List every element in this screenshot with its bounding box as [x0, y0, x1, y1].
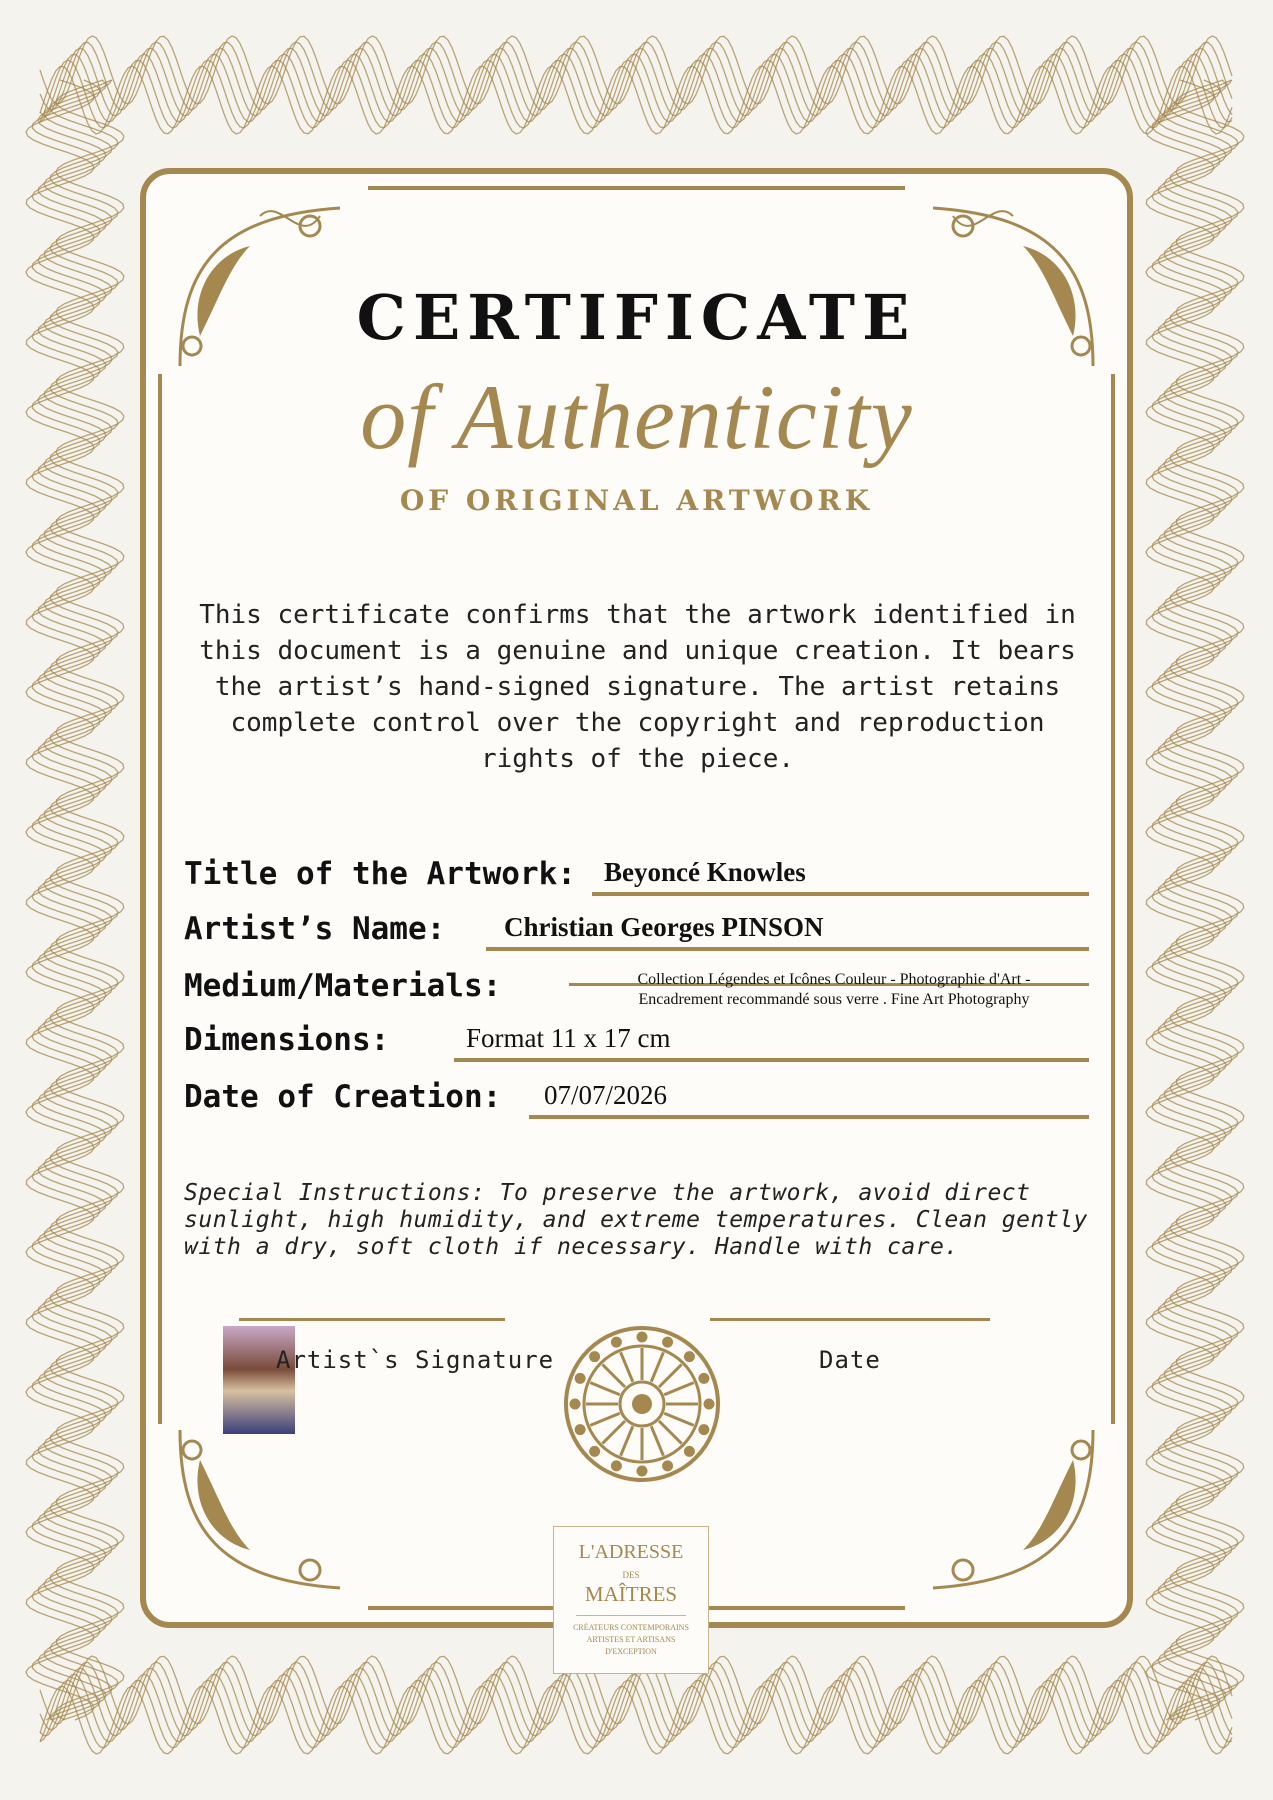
logo-line5: ARTISTES ET ARTISANS: [586, 1635, 676, 1644]
seal-dot: [591, 1447, 599, 1455]
seal-ray: [590, 1383, 620, 1395]
field-dimensions-line: [454, 1058, 1089, 1062]
certificate-tagline: OF ORIGINAL ARTWORK: [399, 484, 874, 517]
field-medium-value-line1: Collection Légendes et Icônes Couleur - Photographie d'Art -: [637, 971, 1031, 988]
guilloche-wave: [40, 60, 1232, 128]
seal-ray: [590, 1413, 620, 1425]
seal-emblem: [562, 1324, 722, 1484]
seal-dot: [576, 1426, 584, 1434]
field-artist-value: Christian Georges PINSON: [504, 912, 824, 942]
ornament-bottom-left: [160, 1420, 350, 1610]
seal-ray: [664, 1413, 694, 1425]
seal-dot: [591, 1353, 599, 1361]
field-title-value: Beyoncé Knowles: [604, 857, 806, 887]
field-title: [184, 846, 1089, 896]
seal-ray: [621, 1426, 633, 1456]
field-medium-value: [564, 970, 1104, 1010]
seal-dot: [638, 1333, 646, 1341]
certificate-subtitle: of Authenticity: [360, 366, 913, 468]
field-date-value: 07/07/2026: [544, 1080, 668, 1110]
seal-dot: [700, 1374, 708, 1382]
field-medium-label: Medium/Materials:: [184, 968, 502, 1004]
field-artist-line: [486, 947, 1089, 951]
logo-line1: L'ADRESSE: [578, 1541, 684, 1563]
certificate-panel: [140, 168, 1133, 1628]
field-title-label: Title of the Artwork:: [184, 856, 576, 892]
seal-dot: [685, 1353, 693, 1361]
date-signature-line: [710, 1318, 990, 1321]
intro-paragraph: This certificate confirms that the artwork identified in this document is a genuine and unique creation. It bears the artist’s hand-signed signature. The artist retains complete control over the copyright and reproduction rights of the piece.: [199, 600, 1076, 774]
certificate-title: CERTIFICATE: [356, 281, 917, 354]
field-artist-label: Artist’s Name:: [184, 911, 446, 947]
field-artist: [184, 901, 1089, 951]
right-rule: [1111, 374, 1115, 1424]
field-medium: [184, 958, 1089, 1008]
seal-ray: [651, 1426, 663, 1456]
seal-ray: [602, 1421, 625, 1444]
seal-dot: [700, 1426, 708, 1434]
seal-dot: [571, 1400, 579, 1408]
guilloche-wave: [44, 80, 112, 1720]
field-date-line: [529, 1115, 1089, 1119]
seal-dot: [576, 1374, 584, 1382]
artwork-thumbnail: [223, 1326, 295, 1434]
seal-ray: [651, 1352, 663, 1382]
seal-dot: [612, 1462, 620, 1470]
logo-separator: [576, 1615, 686, 1616]
seal-dot: [664, 1462, 672, 1470]
seal-dot: [685, 1447, 693, 1455]
seal-ray: [621, 1352, 633, 1382]
guilloche-wave: [1164, 80, 1232, 1720]
logo-line2: DES: [622, 1570, 640, 1580]
seal-dot: [638, 1467, 646, 1475]
field-dimensions: [184, 1012, 1089, 1062]
ornament-bottom-right: [923, 1420, 1113, 1610]
special-instructions: Special Instructions: To preserve the artwork, avoid direct sunlight, high humidity, and extreme temperatures. Clean gently with a dry, soft cloth if necessary. Handle with care.: [184, 1180, 1088, 1260]
artist-signature-label: Artist`s Signature: [276, 1346, 555, 1374]
field-date: [184, 1069, 1089, 1119]
logo-line3: MAÎTRES: [584, 1582, 678, 1606]
guilloche-wave: [40, 1680, 1232, 1748]
left-rule: [158, 374, 162, 1424]
logo-line6: D'EXCEPTION: [605, 1647, 657, 1656]
seal-ray: [602, 1364, 625, 1387]
seal-ray: [659, 1364, 682, 1387]
seal-dot: [664, 1338, 672, 1346]
date-label: Date: [819, 1346, 881, 1374]
seal-ray: [664, 1383, 694, 1395]
field-dimensions-label: Dimensions:: [184, 1022, 390, 1058]
top-rule: [368, 186, 905, 190]
field-dimensions-value: Format 11 x 17 cm: [466, 1023, 671, 1053]
artist-signature-line: [239, 1318, 505, 1321]
field-date-label: Date of Creation:: [184, 1079, 502, 1115]
seal-dot: [705, 1400, 713, 1408]
field-medium-value-line2: Encadrement recommandé sous verre . Fine Art Photography: [638, 991, 1030, 1008]
seal-ray: [659, 1421, 682, 1444]
seal-dot: [612, 1338, 620, 1346]
logo-line4: CRÉATEURS CONTEMPORAINS: [573, 1623, 689, 1632]
field-title-line: [592, 892, 1089, 896]
maker-logo: [553, 1526, 709, 1674]
